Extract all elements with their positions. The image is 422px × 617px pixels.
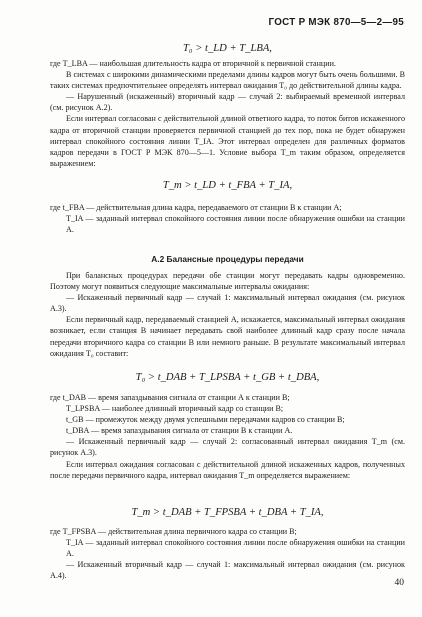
paragraph-primary-case-1: — Искаженный первичный кадр — случай 1: максимальный интервал ожидания (см. рисунок А.3). bbox=[50, 293, 405, 314]
paragraph-dynamic-range: В системах с широкими динамическими пределами длины кадров могут быть очень большими. В таких системах предпочтительнее определять интервал ожидания T₀ до действительной длины кадра. bbox=[50, 70, 405, 91]
formula-1: T₀ > t_LD + T_LBA, bbox=[183, 43, 272, 54]
paragraph-where-tlba: где T_LBA — наибольшая длительность кадра от вторичной к первичной станции. bbox=[50, 59, 336, 68]
formula-4: T_m > t_DAB + T_FPSBA + t_DBA + T_IA, bbox=[131, 507, 324, 518]
paragraph-tgb: t_GB — промежуток между двумя успешными передачами кадров со станции В; bbox=[66, 415, 345, 425]
page-header: ГОСТ Р МЭК 870—5—2—95 bbox=[268, 17, 404, 28]
paragraph-where-tdab: где t_DAB — время запаздывания сигнала от станции А к станции В; bbox=[50, 393, 290, 402]
text-block-1 bbox=[50, 58, 405, 169]
paragraph-tia: T_IA — заданный интервал спокойного состояния линии после обнаружения ошибки на станции А. bbox=[66, 214, 405, 235]
paragraph-where-tfpsba: где T_FPSBA — действительная длина первичного кадра со станции В; bbox=[50, 527, 297, 536]
paragraph-interval-agreed: Если интервал согласован с действительной длиной ответного кадра, то поток битов искаженного кадра от вторичной станции проверяется первичной станцией до тех пор, пока не будет обнаружен интервал спокойного состояния линии T_IA. Этот интервал определен для различных форматов кадров передачи в ГОСТ Р МЭК 870—5—1. Условие выбора T_m таким образом, определяется выражением: bbox=[50, 114, 405, 168]
text-block-5 bbox=[50, 526, 405, 581]
formula-2: T_m > t_LD + t_FBA + T_IA, bbox=[162, 180, 293, 191]
paragraph-where-tfba: где t_FBA — действительная длина кадра, передаваемого от станции В к станции А; bbox=[50, 203, 342, 212]
paragraph-primary-distorted: Если первичный кадр, передаваемый станцией А, искажается, максимальный интервал ожидания возникает, если станция В начинает передавать свой наиболее длинный кадр сразу после начала передачи вторичного кадра со станции В или немного раньше. В результате максимальный интервал ожидания T₀ составит: bbox=[50, 315, 405, 358]
paragraph-tdba: t_DBA — время запаздывания сигнала от станции В к станции А. bbox=[66, 426, 293, 436]
paragraph-interval-distorted: Если интервал ожидания согласован с действительной длиной искаженных кадров, полученных после передачи первичного кадра, интервал ожидания T_m определяется выражением: bbox=[50, 459, 405, 480]
paragraph-primary-case-2: — Искаженный первичный кадр — случай 2: согласованный интервал ожидания T_m (см. рисунок А.3). bbox=[50, 437, 405, 458]
paragraph-secondary-case-1: — Искаженный вторичный кадр — случай 1: максимальный интервал ожидания (см. рисунок А.4). bbox=[50, 560, 405, 581]
page-number: 40 bbox=[394, 578, 404, 588]
text-block-2 bbox=[50, 202, 405, 235]
text-block-4 bbox=[50, 392, 405, 481]
paragraph-tlpsba: T_LPSBA — наиболее длинный вторичный кадр со станции В; bbox=[66, 404, 284, 414]
paragraph-tia-2: T_IA — заданный интервал спокойного состояния линии после обнаружения ошибки на станции А. bbox=[66, 538, 405, 559]
section-title: А.2 Балансные процедуры передачи bbox=[151, 254, 304, 264]
formula-3: T₀ > t_DAB + T_LPSBA + t_GB + t_DBA, bbox=[135, 372, 320, 383]
paragraph-case-2: — Нарушенный (искаженный) вторичный кадр — случай 2: выбираемый временной интервал (см. рисунок А.2). bbox=[50, 92, 405, 113]
paragraph-balanced-intro: При балансных процедурах передачи обе станции могут передавать кадры одновременно. Поэтому могут появиться следующие максимальные интервалы ожидания: bbox=[50, 271, 405, 292]
text-block-3 bbox=[50, 270, 405, 359]
